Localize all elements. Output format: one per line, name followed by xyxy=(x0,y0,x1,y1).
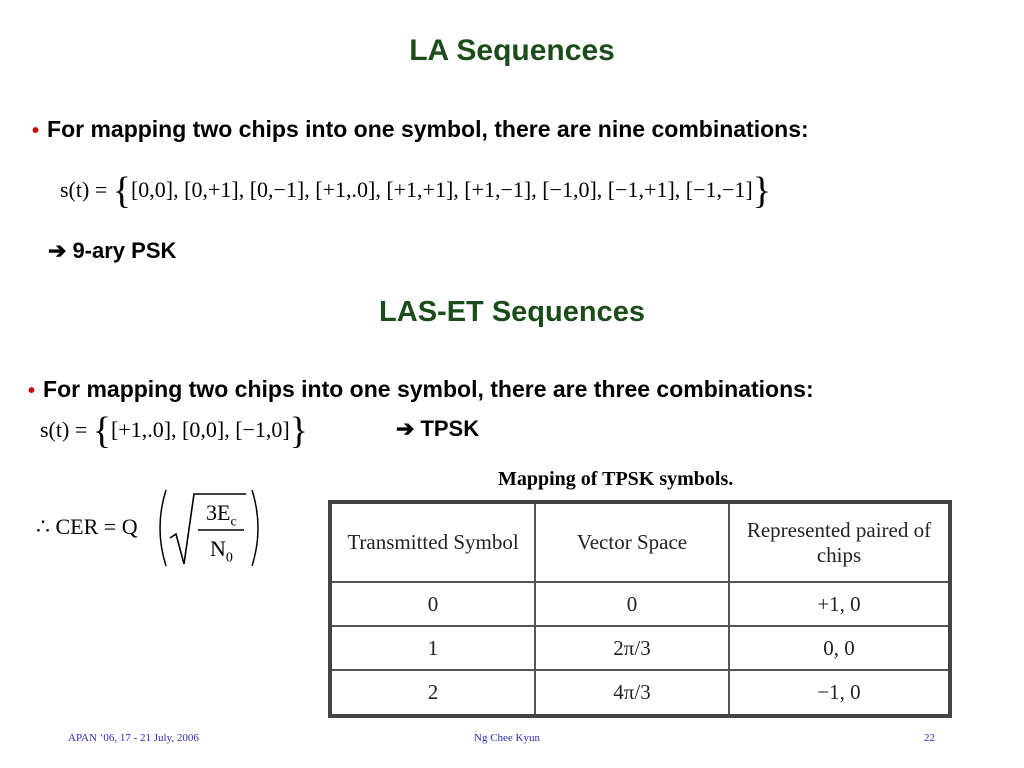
left-brace: { xyxy=(92,410,111,452)
arrow-line-9ary xyxy=(48,238,176,264)
arrow-text: 9-ary PSK xyxy=(72,238,177,263)
denominator-sub: 0 xyxy=(225,550,233,566)
header-vector-space: Vector Space xyxy=(535,502,729,582)
table-row xyxy=(330,670,950,716)
right-brace: } xyxy=(752,170,771,212)
table-header-row xyxy=(330,502,950,582)
numerator-text: 3E xyxy=(206,500,231,525)
right-brace: } xyxy=(289,410,309,452)
bullet-dot-icon: • xyxy=(32,120,40,142)
cer-prefix: ∴ CER = Q xyxy=(36,514,138,539)
footer-page-number: 22 xyxy=(924,732,935,744)
footer-author: Ng Chee Kyun xyxy=(474,732,540,744)
tpsk-mapping-table xyxy=(328,500,952,718)
cell-symbol: 1 xyxy=(330,626,535,670)
denominator-text: N xyxy=(210,536,226,561)
cell-chips: 0, 0 xyxy=(729,626,950,670)
table-row xyxy=(330,626,950,670)
cell-vector: 2π/3 xyxy=(535,626,729,670)
cell-symbol: 2 xyxy=(330,670,535,716)
cer-formula xyxy=(36,486,276,570)
footer-conference: APAN ‘06, 17 - 21 July, 2006 xyxy=(68,732,199,744)
bullet-text: For mapping two chips into one symbol, there are nine combinations: xyxy=(47,116,809,142)
cell-vector: 4π/3 xyxy=(535,670,729,716)
left-brace: { xyxy=(112,170,131,212)
table-row xyxy=(330,582,950,626)
title-la-sequences: LA Sequences xyxy=(409,34,615,67)
arrow-line-tpsk xyxy=(396,416,479,442)
cell-chips: −1, 0 xyxy=(729,670,950,716)
cer-numerator xyxy=(206,500,237,530)
header-transmitted-symbol: Transmitted Symbol xyxy=(330,502,535,582)
bullet-text: For mapping two chips into one symbol, there are three combinations: xyxy=(43,376,814,402)
arrow-text: TPSK xyxy=(420,416,480,441)
bullet-dot-icon: • xyxy=(28,380,36,402)
right-arrow-icon: ➔ xyxy=(396,416,415,441)
right-arrow-icon: ➔ xyxy=(48,238,67,263)
formula-set: [+1,.0], [0,0], [−1,0] xyxy=(110,417,290,442)
header-represented-chips: Represented paired of chips xyxy=(729,502,950,582)
title-las-et-sequences: LAS-ET Sequences xyxy=(379,296,645,328)
numerator-sub: c xyxy=(230,514,237,530)
formula-lhs: s(t) = xyxy=(60,177,108,202)
cer-denominator xyxy=(210,536,233,566)
formula-la xyxy=(60,172,771,210)
formula-lhs: s(t) = xyxy=(40,417,88,442)
bullet-nine-combinations xyxy=(32,116,809,143)
bullet-three-combinations xyxy=(28,376,814,403)
formula-las-et xyxy=(40,412,308,450)
cell-vector: 0 xyxy=(535,582,729,626)
table-caption: Mapping of TPSK symbols. xyxy=(498,468,734,490)
formula-set: [0,0], [0,+1], [0,−1], [+1,.0], [+1,+1], [+1,−1], [−1,0], [−1,+1], [−1,−1] xyxy=(130,177,753,202)
cell-chips: +1, 0 xyxy=(729,582,950,626)
cell-symbol: 0 xyxy=(330,582,535,626)
